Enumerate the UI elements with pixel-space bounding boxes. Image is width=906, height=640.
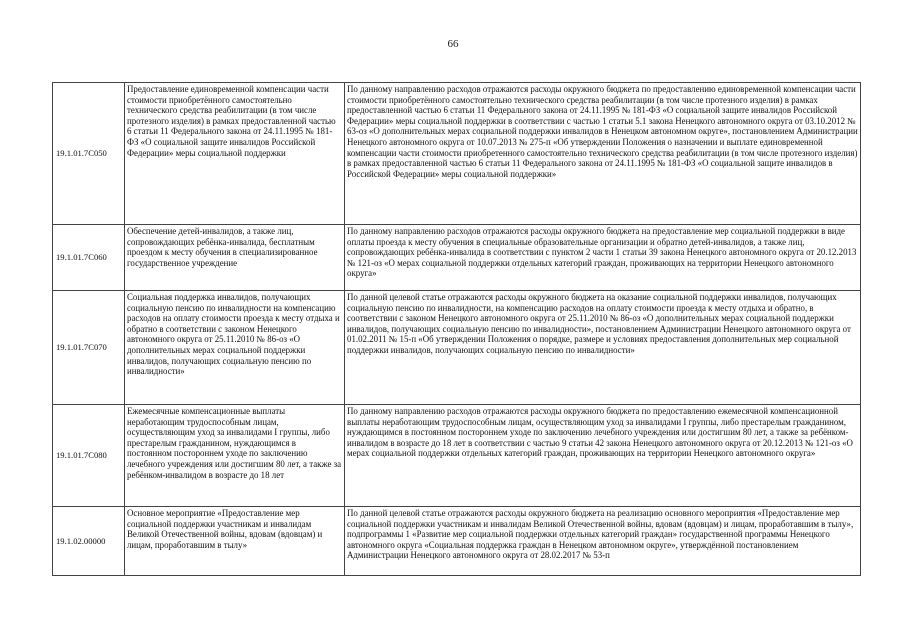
code-cell: 19.1.01.7С050 <box>53 83 125 225</box>
description-cell: По данной целевой статье отражаются расходы окружного бюджета на реализацию основного мероприятия «Предоставление мер социальной поддержки участникам и инвалидам Великой Отечественной войны, вдовам (вдовцам) и лицам, проработавшим в тылу», подпрограммы 1 «Развитие мер социальной поддержки отдельных категорий граждан» государственной программы Ненецкого автономного округа «Социальная поддержка граждан в Ненецком автономном округе», утверждённой постановлением Администрации Ненецкого автономного округа от 28.02.2017 № 53-п <box>345 507 861 576</box>
table-row <box>53 507 861 576</box>
name-cell: Ежемесячные компенсационные выплаты неработающим трудоспособным лицам, осуществляющим уход за инвалидами I группы, либо престарелым гражданином, нуждающимся в постоянном постороннем уходе по заключению лечебного учреждения или достигшим 80 лет, а также за ребёнком-инвалидом в возрасте до 18 лет <box>125 405 345 507</box>
name-cell: Основное мероприятие «Предоставление мер социальной поддержки участникам и инвалидам Великой Отечественной войны, вдовам (вдовцам) и лицам, проработавшим в тылу» <box>125 507 345 576</box>
code-cell: 19.1.02.00000 <box>53 507 125 576</box>
code-cell: 19.1.01.7С060 <box>53 225 125 291</box>
description-cell: По данному направлению расходов отражаются расходы окружного бюджета по предоставлению ежемесячной компенсационной выплаты неработающим трудоспособным лицам, осуществляющим уход за инвалидами I группы, либо престарелым гражданином, нуждающимся в постоянном постороннем уходе по заключению лечебного учреждения или достигшим 80 лет, а также за ребёнком-инвалидом в возрасте до 18 лет в соответствии с частью 9 статьи 42 закона Ненецкого автономного округа от 20.12.2013 № 121-оз «О мерах социальной поддержки отдельных категорий граждан, проживающих на территории Ненецкого автономного округа» <box>345 405 861 507</box>
page-number: 66 <box>447 38 459 50</box>
budget-classification-table <box>52 82 861 576</box>
description-cell: По данной целевой статье отражаются расходы окружного бюджета на оказание социальной поддержки инвалидов, получающих социальную пенсию по инвалидности, на компенсацию расходов на оплату стоимости проезда к месту отдыха и обратно, в соответствии с законом Ненецкого автономного округа от 25.11.2010 № 86-оз «О дополнительных мерах социальной поддержки инвалидов, получающих социальную пенсию по инвалидности», постановлением Администрации Ненецкого автономного округа от 01.02.2011 № 15-п «Об утверждении Положения о порядке, размере и условиях предоставления дополнительных мер социальной поддержки инвалидов, получающих социальную пенсию по инвалидности» <box>345 291 861 405</box>
table-row <box>53 83 861 225</box>
code-cell: 19.1.01.7С080 <box>53 405 125 507</box>
code-cell: 19.1.01.7С070 <box>53 291 125 405</box>
table-row <box>53 291 861 405</box>
name-cell: Социальная поддержка инвалидов, получающих социальную пенсию по инвалидности на компенсацию расходов на оплату стоимости проезда к месту отдыха и обратно в соответствии с законом Ненецкого автономного округа от 25.11.2010 № 86-оз «О дополнительных мерах социальной поддержки инвалидов, получающих социальную пенсию по инвалидности» <box>125 291 345 405</box>
description-cell: По данному направлению расходов отражаются расходы окружного бюджета на предоставление мер социальной поддержки в виде оплаты проезда к месту обучения в специальные образовательные организации и обратно детей-инвалидов, а также лиц, сопровождающих ребёнка-инвалида в соответствии с пунктом 2 части 1 статьи 39 закона Ненецкого автономного округа от 20.12.2013 № 121-оз «О мерах социальной поддержки отдельных категорий граждан, проживающих на территории Ненецкого автономного округа» <box>345 225 861 291</box>
name-cell: Предоставление единовременной компенсации части стоимости приобретённого самостоятельно технического средства реабилитации (в том числе протезного изделия) в рамках предоставленной частью 6 статьи 11 Федерального закона от 24.11.1995 № 181-ФЗ «О социальной защите инвалидов Российской Федерации» меры социальной поддержки <box>125 83 345 225</box>
table-row <box>53 225 861 291</box>
table-row <box>53 405 861 507</box>
description-cell: По данному направлению расходов отражаются расходы окружного бюджета по предоставлению единовременной компенсации части стоимости приобретённого самостоятельно технического средства реабилитации (в том числе протезного изделия) в рамках предоставленной частью 6 статьи 11 Федерального закона от 24.11.1995 № 181-ФЗ «О социальной защите инвалидов Российской Федерации» меры социальной поддержки в соответствии с частью 1 статьи 5.1 закона Ненецкого автономного округа от 03.10.2012 № 63-оз «О дополнительных мерах социальной поддержки инвалидов в Ненецком автономном округе», постановлением Администрации Ненецкого автономного округа от 10.07.2013 № 275-п «Об утверждении Положения о назначении и выплате единовременной компенсации части стоимости приобретенного самостоятельно технического средства реабилитации (в том числе протезного изделия) в рамках предоставленной частью 6 статьи 11 Федерального закона от 24.11.1995 № 181-ФЗ «О социальной защите инвалидов в Российской Федерации» меры социальной поддержки» <box>345 83 861 225</box>
name-cell: Обеспечение детей-инвалидов, а также лиц, сопровождающих ребёнка-инвалида, бесплатным проездом к месту обучения в специализированное государственное учреждение <box>125 225 345 291</box>
